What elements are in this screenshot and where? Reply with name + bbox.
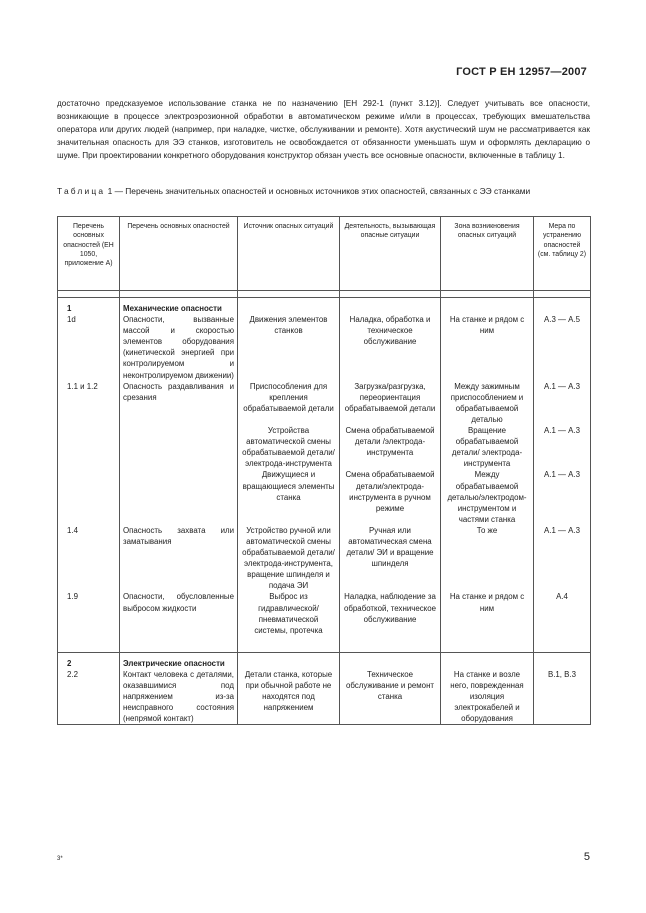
- signature-mark: 3*: [57, 856, 63, 862]
- header-cell: Зона возникновения опасных ситуаций: [441, 217, 534, 291]
- cell-num: 1: [58, 298, 120, 315]
- cell-num: [58, 425, 120, 469]
- cell-measure: А.1 — А.3: [534, 525, 591, 592]
- table-row: [58, 525, 591, 592]
- cell-measure: А.4: [534, 591, 591, 635]
- table-row: [58, 591, 591, 635]
- cell-hazard: Опасность раздавливания и срезания: [120, 381, 238, 425]
- cell-hazard: Механические опасности: [120, 298, 238, 315]
- cell-zone: На станке и возле него, поврежденная изоляция электрокабелей и оборудования: [441, 669, 534, 725]
- table-caption-text: 1 — Перечень значительных опасностей и основных источников этих опасностей, связанных с ЭЭ станками: [107, 186, 531, 196]
- cell-activity: Смена обрабатываемой детали /электрода-инструмента: [340, 425, 441, 469]
- cell-num: 1d: [58, 314, 120, 381]
- cell-measure: А.1 — А.3: [534, 469, 591, 524]
- cell-num: 2.2: [58, 669, 120, 725]
- cell-measure: В.1, В.3: [534, 669, 591, 725]
- cell-activity: Наладка, наблюдение за обработкой, техническое обслуживание: [340, 591, 441, 635]
- cell-measure: [534, 652, 591, 669]
- cell-source: [238, 652, 340, 669]
- cell-measure: [534, 298, 591, 315]
- cell-source: Приспособления для крепления обрабатываемой детали: [238, 381, 340, 425]
- table-row: [58, 425, 591, 469]
- cell-hazard: Электрические опасности: [120, 652, 238, 669]
- intro-paragraph: достаточно предсказуемое использование станка не по назначению [ЕН 292-1 (пункт 3.12)]. Следует учитывать все опасности, возникающие в процессе электроэрозионной обработки в автоматическом режиме и/или в процессах, требующих вмешательства оператора или других людей (например, при наладке, чистке, обслуживании и ремонте). Хотя акустический шум не рассматривается как значительная опасность для ЭЭ станков, изготовитель не освобождается от обязанности уменьшать шум и оформлять декларацию о шуме. При проектировании конкретного оборудования конструктор обязан учесть все основные опасности, включенные в таблицу 1.: [57, 99, 590, 161]
- table-row: [58, 298, 591, 315]
- table-row: [58, 669, 591, 725]
- cell-hazard: [120, 469, 238, 524]
- table-header-spacer: [58, 291, 591, 298]
- cell-hazard: Опасности, обусловленные выбросом жидкости: [120, 591, 238, 635]
- cell-source: Движущиеся и вращающиеся элементы станка: [238, 469, 340, 524]
- document-code: ГОСТ Р ЕН 12957—2007: [456, 66, 587, 78]
- table-header-row: [58, 217, 591, 291]
- cell-source: Движения элементов станков: [238, 314, 340, 381]
- cell-activity: Смена обрабатываемой детали/электрода-инструмента в ручном режиме: [340, 469, 441, 524]
- cell-zone: Вращение обрабатываемой детали/ электрода-инструмента: [441, 425, 534, 469]
- header-cell: Источник опасных ситуаций: [238, 217, 340, 291]
- cell-measure: А.1 — А.3: [534, 381, 591, 425]
- cell-zone: Между зажимным приспособлением и обрабатываемой деталью: [441, 381, 534, 425]
- cell-activity: Загрузка/разгрузка, переориентация обрабатываемой детали: [340, 381, 441, 425]
- cell-source: Детали станка, которые при обычной работе не находятся под напряжением: [238, 669, 340, 725]
- cell-source: Устройство ручной или автоматической смены обрабатываемой детали/ электрода-инструмента, вращение шпинделя и подача ЭИ: [238, 525, 340, 592]
- cell-zone: То же: [441, 525, 534, 592]
- header-cell: Мера по устранению опасностей (см. таблицу 2): [534, 217, 591, 291]
- cell-num: 1.9: [58, 591, 120, 635]
- table-row: [58, 314, 591, 381]
- cell-activity: Ручная или автоматическая смена детали/ ЭИ и вращение шпинделя: [340, 525, 441, 592]
- cell-zone: [441, 298, 534, 315]
- cell-measure: А.1 — А.3: [534, 425, 591, 469]
- cell-activity: [340, 298, 441, 315]
- cell-zone: [441, 652, 534, 669]
- table-row: [58, 652, 591, 669]
- table-caption-label: Таблица: [57, 186, 106, 196]
- table-spacer-row: [58, 636, 591, 653]
- cell-source: [238, 298, 340, 315]
- header-cell: Деятельность, вызывающая опасные ситуации: [340, 217, 441, 291]
- cell-zone: Между обрабатываемой деталью/электродом-инструментом и частями станка: [441, 469, 534, 524]
- cell-num: [58, 469, 120, 524]
- cell-zone: На станке и рядом с ним: [441, 591, 534, 635]
- hazards-table: [57, 216, 591, 725]
- table-caption: [57, 186, 590, 198]
- header-cell: Перечень основных опасностей (ЕН 1050, приложение А): [58, 217, 120, 291]
- cell-measure: А.3 — А.5: [534, 314, 591, 381]
- cell-activity: [340, 652, 441, 669]
- cell-num: 1.1 и 1.2: [58, 381, 120, 425]
- page-number: 5: [583, 851, 590, 863]
- cell-hazard: Опасности, вызванные массой и скоростью элементов оборудования (кинетической энергией при контролируемом и неконтролируемом движении): [120, 314, 238, 381]
- cell-hazard: [120, 425, 238, 469]
- cell-num: 2: [58, 652, 120, 669]
- cell-source: Выброс из гидравлической/пневматической системы, протечка: [238, 591, 340, 635]
- cell-activity: Техническое обслуживание и ремонт станка: [340, 669, 441, 725]
- table-row: [58, 381, 591, 425]
- header-cell: Перечень основных опасностей: [120, 217, 238, 291]
- cell-hazard: Опасность захвата или заматывания: [120, 525, 238, 592]
- cell-zone: На станке и рядом с ним: [441, 314, 534, 381]
- cell-source: Устройства автоматической смены обрабатываемой детали/ электрода-инструмента: [238, 425, 340, 469]
- cell-num: 1.4: [58, 525, 120, 592]
- table-row: [58, 469, 591, 524]
- cell-hazard: Контакт человека с деталями, оказавшимися под напряжением из-за неисправного состояния (непрямой контакт): [120, 669, 238, 725]
- cell-activity: Наладка, обработка и техническое обслуживание: [340, 314, 441, 381]
